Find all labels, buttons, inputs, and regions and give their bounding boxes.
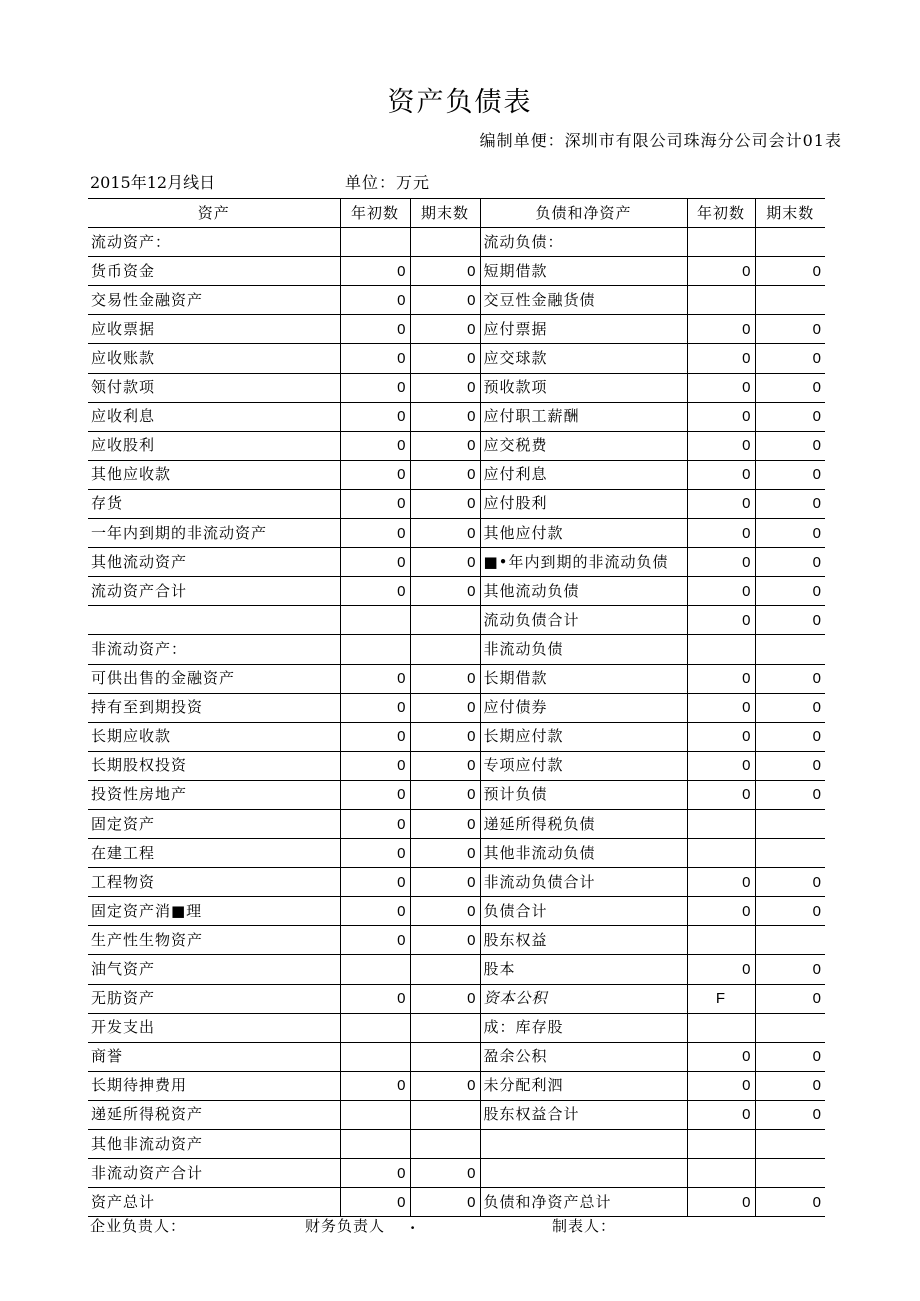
asset-begin-cell xyxy=(340,228,410,257)
asset-begin-cell: 0 xyxy=(340,809,410,838)
liability-end-cell xyxy=(755,926,825,955)
asset-name-cell: 固定资产消■理 xyxy=(88,897,340,926)
asset-end-cell: 0 xyxy=(410,431,480,460)
liability-end-cell: 0 xyxy=(755,257,825,286)
liability-begin-cell: 0 xyxy=(687,693,755,722)
asset-end-cell: 0 xyxy=(410,897,480,926)
asset-end-cell xyxy=(410,1013,480,1042)
liability-name-cell: 盈余公积 xyxy=(480,1042,687,1071)
asset-name-cell: 应收票据 xyxy=(88,315,340,344)
table-row xyxy=(88,1130,825,1159)
table-row xyxy=(88,1100,825,1129)
liability-begin-cell xyxy=(687,635,755,664)
liability-end-cell: 0 xyxy=(755,780,825,809)
asset-name-cell: 应收利息 xyxy=(88,402,340,431)
asset-end-cell: 0 xyxy=(410,1159,480,1188)
liability-name-cell: 专项应付款 xyxy=(480,751,687,780)
liability-begin-cell: 0 xyxy=(687,548,755,577)
liability-end-cell xyxy=(755,1130,825,1159)
asset-end-cell: 0 xyxy=(410,519,480,548)
liability-begin-cell: 0 xyxy=(687,868,755,897)
header-liability: 负债和净资产 xyxy=(480,199,687,228)
table-row xyxy=(88,315,825,344)
liability-end-cell: 0 xyxy=(755,344,825,373)
liability-begin-cell xyxy=(687,1013,755,1042)
liability-end-cell xyxy=(755,286,825,315)
page-title: 资产负债表 xyxy=(387,87,533,118)
asset-begin-cell: 0 xyxy=(340,868,410,897)
asset-begin-cell: 0 xyxy=(340,926,410,955)
liability-name-cell: 应付利息 xyxy=(480,460,687,489)
liability-name-cell: 股东权益合计 xyxy=(480,1100,687,1129)
liability-end-cell xyxy=(755,809,825,838)
liability-begin-cell: 0 xyxy=(687,519,755,548)
liability-name-cell: 交豆性金融货债 xyxy=(480,286,687,315)
liability-end-cell: 0 xyxy=(755,606,825,635)
liability-name-cell: 其他流动负债 xyxy=(480,577,687,606)
liability-begin-cell: 0 xyxy=(687,257,755,286)
asset-begin-cell: 0 xyxy=(340,344,410,373)
liability-begin-cell: 0 xyxy=(687,606,755,635)
liability-name-cell: 负债合计 xyxy=(480,897,687,926)
asset-name-cell: 领付款项 xyxy=(88,373,340,402)
liability-end-cell: 0 xyxy=(755,373,825,402)
liability-name-cell: 股本 xyxy=(480,955,687,984)
liability-name-cell: 其他应付款 xyxy=(480,519,687,548)
asset-end-cell: 0 xyxy=(410,548,480,577)
table-row xyxy=(88,286,825,315)
asset-begin-cell: 0 xyxy=(340,315,410,344)
asset-name-cell: 流动资产合计 xyxy=(88,577,340,606)
asset-name-cell: 持有至到期投资 xyxy=(88,693,340,722)
liability-name-cell: 流动负债合计 xyxy=(480,606,687,635)
asset-end-cell: 0 xyxy=(410,344,480,373)
asset-end-cell xyxy=(410,1042,480,1071)
liability-end-cell: 0 xyxy=(755,577,825,606)
table-row xyxy=(88,548,825,577)
table-row xyxy=(88,460,825,489)
table-row xyxy=(88,489,825,518)
liability-end-cell xyxy=(755,228,825,257)
header-liability-begin: 年初数 xyxy=(687,199,755,228)
asset-name-cell: 生产性生物资产 xyxy=(88,926,340,955)
liability-end-cell: 0 xyxy=(755,548,825,577)
liability-name-cell: 资本公积 xyxy=(480,984,687,1013)
asset-end-cell: 0 xyxy=(410,315,480,344)
asset-name-cell: 长期待抻费用 xyxy=(88,1071,340,1100)
liability-name-cell: 应交税费 xyxy=(480,431,687,460)
asset-end-cell xyxy=(410,1100,480,1129)
liability-begin-cell xyxy=(687,809,755,838)
table-row xyxy=(88,868,825,897)
liability-begin-cell: 0 xyxy=(687,1100,755,1129)
asset-end-cell: 0 xyxy=(410,664,480,693)
asset-begin-cell: 0 xyxy=(340,780,410,809)
asset-name-cell: 开发支出 xyxy=(88,1013,340,1042)
asset-begin-cell: 0 xyxy=(340,373,410,402)
liability-name-cell: 应交球款 xyxy=(480,344,687,373)
liability-name-cell: 预收款项 xyxy=(480,373,687,402)
asset-begin-cell xyxy=(340,1130,410,1159)
asset-end-cell xyxy=(410,955,480,984)
asset-name-cell: 非流动资产： xyxy=(88,635,340,664)
table-row xyxy=(88,1042,825,1071)
table-row xyxy=(88,257,825,286)
table-row xyxy=(88,984,825,1013)
liability-begin-cell: 0 xyxy=(687,431,755,460)
liability-name-cell: 流动负债： xyxy=(480,228,687,257)
liability-end-cell xyxy=(755,839,825,868)
liability-name-cell: 成：库存股 xyxy=(480,1013,687,1042)
liability-begin-cell: 0 xyxy=(687,460,755,489)
table-row xyxy=(88,402,825,431)
liability-end-cell: 0 xyxy=(755,1188,825,1217)
liability-end-cell: 0 xyxy=(755,1071,825,1100)
asset-begin-cell xyxy=(340,1013,410,1042)
liability-end-cell: 0 xyxy=(755,1100,825,1129)
liability-end-cell: 0 xyxy=(755,402,825,431)
header-liability-end: 期末数 xyxy=(755,199,825,228)
liability-begin-cell: 0 xyxy=(687,780,755,809)
asset-name-cell: 一年内到期的非流动资产 xyxy=(88,519,340,548)
liability-name-cell: ■•年内到期的非流动负债 xyxy=(480,548,687,577)
asset-end-cell: 0 xyxy=(410,984,480,1013)
footer-enterprise-head: 企业负贵人： xyxy=(90,1217,187,1235)
table-row xyxy=(88,780,825,809)
asset-end-cell: 0 xyxy=(410,460,480,489)
asset-name-cell: 递延所得税资产 xyxy=(88,1100,340,1129)
asset-begin-cell: 0 xyxy=(340,1188,410,1217)
liability-begin-cell: 0 xyxy=(687,1071,755,1100)
liability-begin-cell: 0 xyxy=(687,1042,755,1071)
asset-begin-cell: 0 xyxy=(340,1071,410,1100)
asset-begin-cell: 0 xyxy=(340,984,410,1013)
liability-end-cell xyxy=(755,1013,825,1042)
liability-name-cell: 长期应付款 xyxy=(480,722,687,751)
asset-begin-cell: 0 xyxy=(340,1159,410,1188)
asset-name-cell: 可供出售的金融资产 xyxy=(88,664,340,693)
liability-name-cell: 负债和净资产总计 xyxy=(480,1188,687,1217)
liability-begin-cell: 0 xyxy=(687,1188,755,1217)
asset-end-cell xyxy=(410,635,480,664)
asset-name-cell: 存货 xyxy=(88,489,340,518)
liability-name-cell: 递延所得税负债 xyxy=(480,809,687,838)
asset-name-cell: 固定资产 xyxy=(88,809,340,838)
liability-name-cell: 长期借款 xyxy=(480,664,687,693)
liability-begin-cell: 0 xyxy=(687,315,755,344)
table-row xyxy=(88,431,825,460)
liability-name-cell: 应付票据 xyxy=(480,315,687,344)
table-row xyxy=(88,926,825,955)
liability-end-cell: 0 xyxy=(755,519,825,548)
liability-begin-cell: 0 xyxy=(687,722,755,751)
asset-begin-cell: 0 xyxy=(340,431,410,460)
header-asset: 资产 xyxy=(88,199,340,228)
table-row xyxy=(88,809,825,838)
table-row xyxy=(88,344,825,373)
table-row xyxy=(88,955,825,984)
asset-begin-cell: 0 xyxy=(340,489,410,518)
table-row xyxy=(88,635,825,664)
asset-name-cell: 长期应收款 xyxy=(88,722,340,751)
asset-end-cell xyxy=(410,228,480,257)
asset-begin-cell: 0 xyxy=(340,839,410,868)
liability-begin-cell xyxy=(687,926,755,955)
table-row xyxy=(88,228,825,257)
asset-begin-cell: 0 xyxy=(340,751,410,780)
liability-name-cell: 未分配利泗 xyxy=(480,1071,687,1100)
asset-begin-cell xyxy=(340,635,410,664)
footer-finance-head: 财务负责人 xyxy=(305,1217,386,1235)
asset-name-cell: 其他流动资产 xyxy=(88,548,340,577)
table-row xyxy=(88,839,825,868)
asset-end-cell: 0 xyxy=(410,693,480,722)
liability-begin-cell xyxy=(687,1130,755,1159)
liability-begin-cell: 0 xyxy=(687,751,755,780)
asset-begin-cell xyxy=(340,955,410,984)
liability-begin-cell xyxy=(687,1159,755,1188)
table-row xyxy=(88,373,825,402)
liability-begin-cell: 0 xyxy=(687,489,755,518)
liability-end-cell: 0 xyxy=(755,897,825,926)
liability-end-cell: 0 xyxy=(755,460,825,489)
asset-begin-cell: 0 xyxy=(340,577,410,606)
liability-begin-cell xyxy=(687,228,755,257)
asset-end-cell: 0 xyxy=(410,286,480,315)
liability-end-cell: 0 xyxy=(755,315,825,344)
liability-end-cell: 0 xyxy=(755,431,825,460)
asset-end-cell xyxy=(410,606,480,635)
asset-begin-cell: 0 xyxy=(340,286,410,315)
asset-name-cell: 工程物资 xyxy=(88,868,340,897)
asset-end-cell: 0 xyxy=(410,926,480,955)
liability-name-cell: 应付债券 xyxy=(480,693,687,722)
liability-end-cell xyxy=(755,635,825,664)
liability-end-cell: 0 xyxy=(755,664,825,693)
liability-begin-cell: 0 xyxy=(687,664,755,693)
liability-begin-cell xyxy=(687,286,755,315)
asset-begin-cell: 0 xyxy=(340,460,410,489)
asset-begin-cell: 0 xyxy=(340,722,410,751)
asset-begin-cell: 0 xyxy=(340,664,410,693)
liability-end-cell xyxy=(755,1159,825,1188)
liability-begin-cell: 0 xyxy=(687,577,755,606)
header-asset-begin: 年初数 xyxy=(340,199,410,228)
table-header-row xyxy=(88,199,825,228)
asset-name-cell xyxy=(88,606,340,635)
asset-end-cell: 0 xyxy=(410,402,480,431)
liability-end-cell: 0 xyxy=(755,489,825,518)
liability-name-cell: 应付职工薪酬 xyxy=(480,402,687,431)
asset-name-cell: 商誉 xyxy=(88,1042,340,1071)
asset-end-cell: 0 xyxy=(410,839,480,868)
liability-begin-cell: 0 xyxy=(687,955,755,984)
table-row xyxy=(88,606,825,635)
asset-end-cell: 0 xyxy=(410,809,480,838)
table-row xyxy=(88,1013,825,1042)
footer-dot: . xyxy=(410,1215,417,1233)
table-row xyxy=(88,519,825,548)
liability-name-cell: 股东权益 xyxy=(480,926,687,955)
asset-name-cell: 其他应收款 xyxy=(88,460,340,489)
asset-begin-cell xyxy=(340,606,410,635)
liability-begin-cell: F xyxy=(687,984,755,1013)
balance-sheet-table xyxy=(88,198,825,1217)
liability-begin-cell xyxy=(687,839,755,868)
table-row xyxy=(88,577,825,606)
asset-name-cell: 资产总计 xyxy=(88,1188,340,1217)
asset-name-cell: 无肪资产 xyxy=(88,984,340,1013)
asset-end-cell: 0 xyxy=(410,257,480,286)
asset-end-cell: 0 xyxy=(410,780,480,809)
liability-name-cell: 应付股利 xyxy=(480,489,687,518)
table-row xyxy=(88,1159,825,1188)
liability-begin-cell: 0 xyxy=(687,344,755,373)
report-date: 2015年12月线日 xyxy=(90,173,216,192)
asset-name-cell: 应收股利 xyxy=(88,431,340,460)
asset-name-cell: 长期股权投资 xyxy=(88,751,340,780)
asset-name-cell: 应收账款 xyxy=(88,344,340,373)
asset-name-cell: 货币资金 xyxy=(88,257,340,286)
asset-name-cell: 非流动资产合计 xyxy=(88,1159,340,1188)
liability-name-cell: 短期借款 xyxy=(480,257,687,286)
asset-end-cell: 0 xyxy=(410,1071,480,1100)
asset-end-cell: 0 xyxy=(410,489,480,518)
footer-table-maker: 制表人： xyxy=(552,1217,617,1235)
table-row xyxy=(88,1071,825,1100)
liability-end-cell: 0 xyxy=(755,868,825,897)
header-asset-end: 期末数 xyxy=(410,199,480,228)
liability-begin-cell: 0 xyxy=(687,373,755,402)
asset-end-cell: 0 xyxy=(410,751,480,780)
asset-begin-cell: 0 xyxy=(340,548,410,577)
asset-end-cell: 0 xyxy=(410,868,480,897)
liability-end-cell: 0 xyxy=(755,955,825,984)
asset-begin-cell xyxy=(340,1100,410,1129)
liability-begin-cell: 0 xyxy=(687,402,755,431)
table-row xyxy=(88,664,825,693)
currency-unit: 单位：万元 xyxy=(345,173,431,192)
liability-name-cell: 预计负债 xyxy=(480,780,687,809)
asset-name-cell: 投资性房地产 xyxy=(88,780,340,809)
table-row xyxy=(88,751,825,780)
liability-end-cell: 0 xyxy=(755,722,825,751)
table-row xyxy=(88,897,825,926)
asset-name-cell: 交易性金融资产 xyxy=(88,286,340,315)
table-row xyxy=(88,1188,825,1217)
asset-name-cell: 在建工程 xyxy=(88,839,340,868)
asset-begin-cell: 0 xyxy=(340,897,410,926)
liability-name-cell: 非流动负债 xyxy=(480,635,687,664)
asset-name-cell: 其他非流动资产 xyxy=(88,1130,340,1159)
liability-end-cell: 0 xyxy=(755,693,825,722)
asset-begin-cell: 0 xyxy=(340,519,410,548)
asset-name-cell: 流动资产： xyxy=(88,228,340,257)
asset-end-cell: 0 xyxy=(410,1188,480,1217)
liability-name-cell: 非流动负债合计 xyxy=(480,868,687,897)
asset-begin-cell xyxy=(340,1042,410,1071)
liability-name-cell xyxy=(480,1130,687,1159)
asset-begin-cell: 0 xyxy=(340,257,410,286)
asset-name-cell: 油气资产 xyxy=(88,955,340,984)
liability-end-cell: 0 xyxy=(755,751,825,780)
liability-end-cell: 0 xyxy=(755,984,825,1013)
organization-line: 编制单便：深圳市有限公司珠海分公司会计01表 xyxy=(479,131,842,150)
asset-end-cell xyxy=(410,1130,480,1159)
liability-begin-cell: 0 xyxy=(687,897,755,926)
asset-end-cell: 0 xyxy=(410,577,480,606)
asset-begin-cell: 0 xyxy=(340,693,410,722)
liability-name-cell: 其他非流动负债 xyxy=(480,839,687,868)
table-row xyxy=(88,722,825,751)
table-row xyxy=(88,693,825,722)
asset-end-cell: 0 xyxy=(410,722,480,751)
liability-name-cell xyxy=(480,1159,687,1188)
liability-end-cell: 0 xyxy=(755,1042,825,1071)
asset-end-cell: 0 xyxy=(410,373,480,402)
asset-begin-cell: 0 xyxy=(340,402,410,431)
